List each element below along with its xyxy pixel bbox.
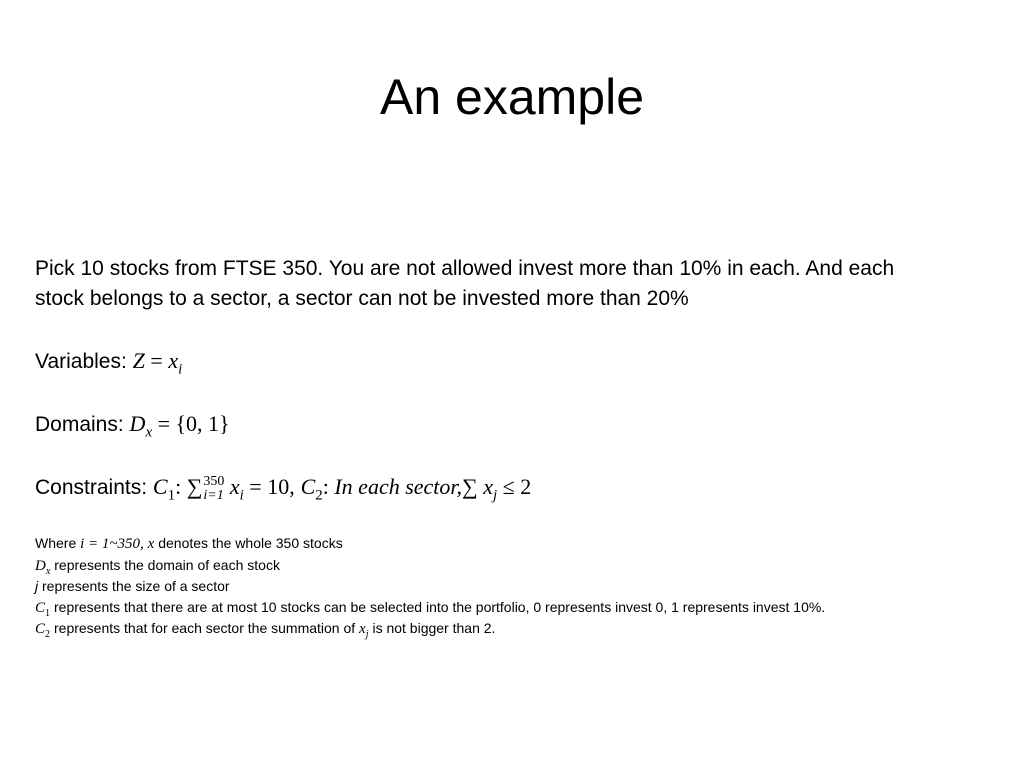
slide-title: An example bbox=[379, 69, 645, 125]
slide-body bbox=[35, 254, 995, 503]
domains-label: Domains: bbox=[35, 413, 124, 436]
constraint-c2: $C_2$: In each sector,∑ $x_j \le 2$ bbox=[300, 474, 532, 504]
sum-limits: 350 i=1 bbox=[203, 473, 225, 503]
constraints-label: Constraints: bbox=[35, 476, 148, 499]
note-c2: $C_2$ represents that for each sector the summation of $x_j$ is not bigger than 2. bbox=[35, 620, 496, 640]
note-sector: j represents the size of a sector bbox=[35, 578, 230, 594]
domains-line bbox=[35, 409, 995, 440]
note-where: Where i = 1~350, x denotes the whole 350 stocks bbox=[35, 535, 343, 552]
variables-line bbox=[35, 346, 995, 377]
note-c1: $C_1$ represents that there are at most 10 stocks can be selected into the portfolio, 0 represents invest 0, 1 represents invest 10%. bbox=[35, 598, 826, 619]
sum-symbol: ∑ bbox=[186, 474, 203, 499]
domains-formula: $D_x = \{0$, 1} bbox=[129, 411, 230, 441]
variables-label: Variables: bbox=[35, 350, 127, 373]
notes bbox=[35, 533, 995, 640]
variables-formula: $Z = x_i$ bbox=[132, 348, 183, 378]
intro-line-1: Pick 10 stocks from FTSE 350. You are not allowed invest more than 10% in each. And each bbox=[35, 257, 895, 280]
intro-line-2: stock belongs to a sector, a sector can not be invested more than 20% bbox=[35, 287, 689, 310]
constraint-c1: $C_1$: ∑ 350 i=1 $x_i = 10$, bbox=[152, 473, 295, 504]
note-domain: $D_x$ represents the domain of each stock bbox=[35, 556, 280, 577]
constraints-line bbox=[35, 472, 995, 503]
